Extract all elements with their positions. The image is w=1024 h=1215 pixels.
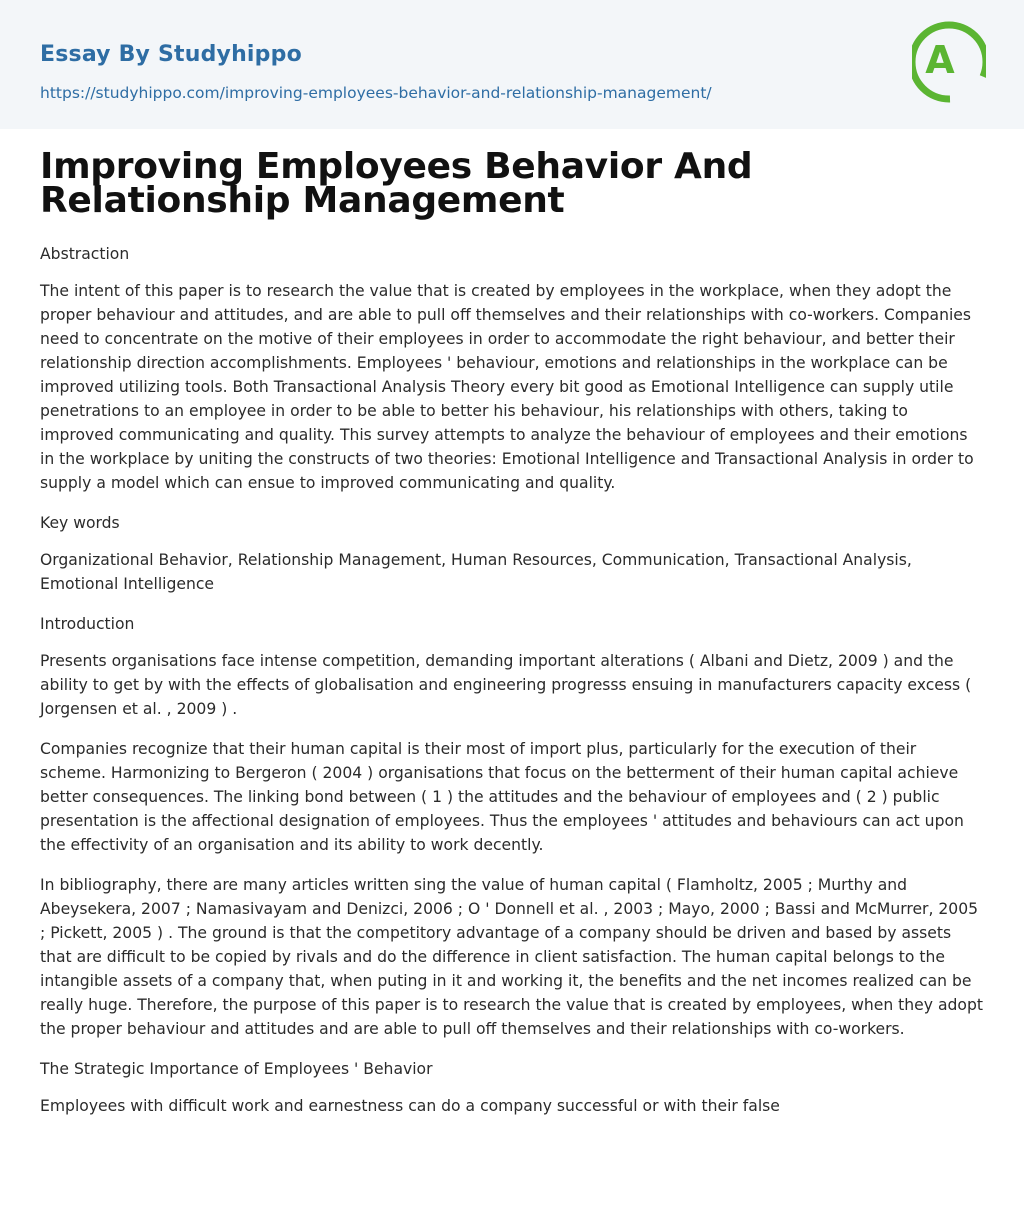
paragraph-abstract: The intent of this paper is to research the value that is created by employees in the workplace, when they adopt the proper behaviour and attitudes, and are able to pull off themselves and their relationships with co-workers. Companies need to concentrate on the motive of their employees in order to accommodate the right behaviour, and better their relationship direction accomplishments. Employees ' behaviour, emotions and relationships in the workplace can be improved utilizing tools. Both Transactional Analysis Theory every bit good as Emotional Intelligence can supply utile penetrations to an employee in order to be able to better his behaviour, his relationships with others, taking to improved communicating and quality. This survey attempts to analyze the behaviour of employees and their emotions in the workplace by uniting the constructs of two theories: Emotional Intelligence and Transactional Analysis in order to supply a model which can ensue to improved communicating and quality. bbox=[40, 282, 974, 492]
section-heading-abstraction: Abstraction bbox=[40, 245, 130, 263]
section-heading-introduction: Introduction bbox=[40, 615, 135, 633]
paragraph-intro-3: In bibliography, there are many articles written sing the value of human capital ( Flamholtz, 2005 ; Murthy and Abeysekera, 2007 ; Namasivayam and Denizci, 2006 ; O ' Donnell et al. , 2003 ; Mayo, 2000 ; Bassi and McMurrer, 2005 ; Pickett, 2005 ) . The ground is that the competitory advantage of a company should be driven and based by assets that are difficult to be copied by rivals and do the difference in client satisfaction. The human capital belongs to the intangible assets of a company that, when puting in it and working it, the benefits and the net incomes realized can be really huge. Therefore, the purpose of this paper is to research the value that is created by employees, when they adopt the proper behaviour and attitudes and are able to pull off themselves and their relationships with co-workers. bbox=[40, 876, 983, 1038]
paragraph-key-words: Organizational Behavior, Relationship Management, Human Resources, Communication, Transactional Analysis, Emotional Intelligence bbox=[40, 551, 912, 593]
page-url-link[interactable]: https://studyhippo.com/improving-employees-behavior-and-relationship-management/ bbox=[40, 84, 712, 102]
paragraph-intro-1: Presents organisations face intense competition, demanding important alterations ( Albani and Dietz, 2009 ) and the ability to get by with the effects of globalisation and engineering progresss ensuing in manufacturers capacity excess ( Jorgensen et al. , 2009 ) . bbox=[40, 652, 972, 718]
paragraph-intro-2: Companies recognize that their human capital is their most of import plus, particularly for the execution of their scheme. Harmonizing to Bergeron ( 2004 ) organisations that focus on the betterment of their human capital achieve better consequences. The linking bond between ( 1 ) the attitudes and the behaviour of employees and ( 2 ) public presentation is the affectional designation of employees. Thus the employees ' attitudes and behaviours can act upon the effectivity of an organisation and its ability to work decently. bbox=[40, 740, 964, 854]
site-header bbox=[0, 0, 1024, 129]
site-brand[interactable]: Essay By Studyhippo bbox=[40, 42, 302, 67]
logo[interactable] bbox=[912, 18, 986, 106]
section-heading-strategic-importance: The Strategic Importance of Employees ' Behavior bbox=[40, 1060, 433, 1078]
logo-letter: A bbox=[925, 38, 955, 82]
section-heading-key-words: Key words bbox=[40, 514, 120, 532]
page-title: Improving Employees Behavior And Relationship Management bbox=[40, 146, 753, 221]
paragraph-strategic-1: Employees with difficult work and earnestness can do a company successful or with their false bbox=[40, 1097, 780, 1115]
article bbox=[40, 146, 986, 1134]
